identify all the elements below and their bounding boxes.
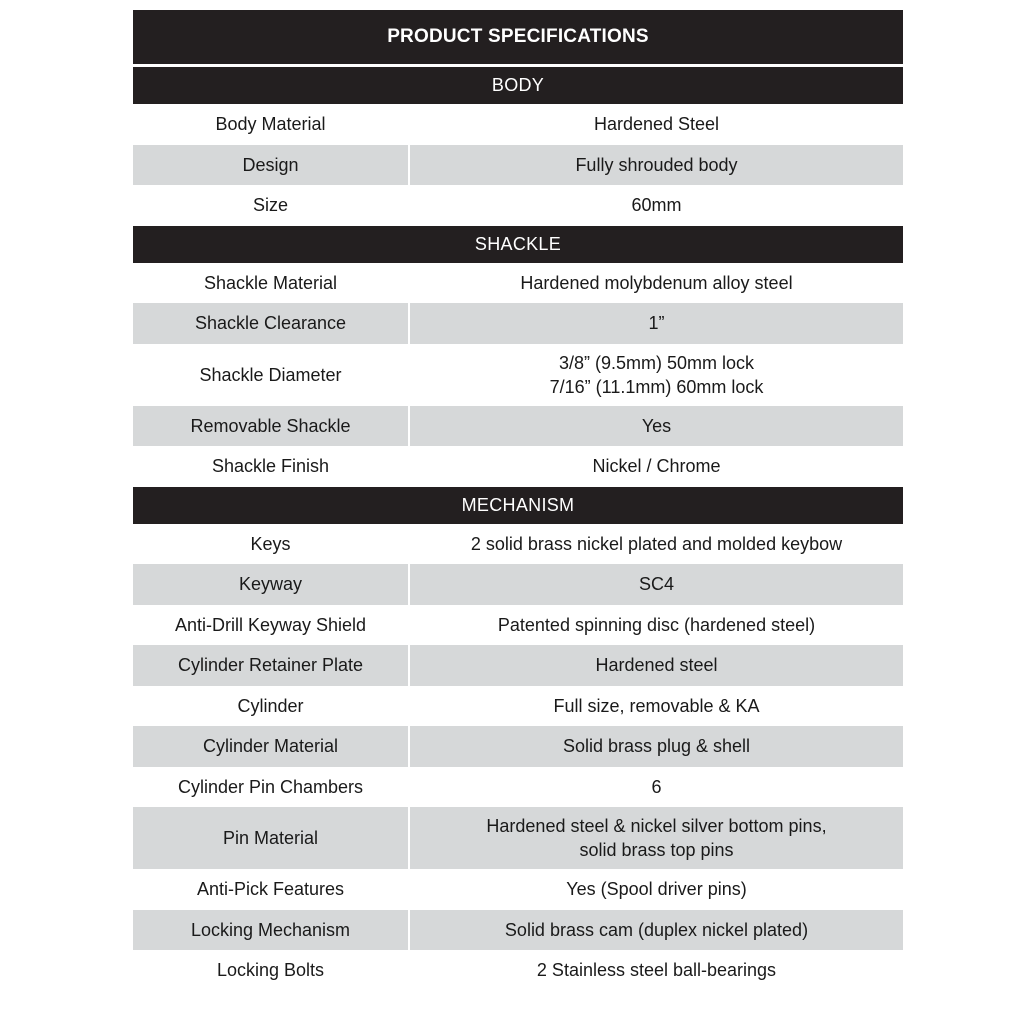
spec-value: Yes [410, 406, 903, 447]
spec-label: Shackle Material [203, 272, 338, 293]
spec-label: Cylinder Pin Chambers [177, 776, 364, 797]
table-row [133, 869, 903, 910]
spec-label: Shackle Finish [211, 456, 330, 477]
table-row [133, 344, 903, 406]
table-row [133, 605, 903, 646]
table-row [133, 767, 903, 808]
spec-value: Patented spinning disc (hardened steel) [497, 614, 816, 635]
spec-value-line: solid brass top pins [579, 840, 734, 860]
spec-value: 60mm [631, 195, 682, 216]
spec-label: Body Material [215, 114, 326, 135]
section-header-body: BODY [133, 67, 903, 104]
spec-value: 2 solid brass nickel plated and molded keybow [470, 533, 843, 554]
table-row [133, 303, 903, 344]
spec-label: Cylinder Material [133, 726, 408, 767]
table-row [133, 950, 903, 991]
spec-label: Shackle Clearance [133, 303, 408, 344]
spec-label: Cylinder Retainer Plate [133, 645, 408, 686]
table-row [133, 564, 903, 605]
spec-label: Anti-Drill Keyway Shield [174, 614, 367, 635]
section-header-shackle: SHACKLE [133, 226, 903, 263]
spec-value-line: 3/8” (9.5mm) 50mm lock [558, 352, 755, 373]
spec-label: Removable Shackle [133, 406, 408, 447]
spec-label: Size [252, 195, 288, 216]
table-row [133, 145, 903, 186]
table-row [133, 807, 903, 869]
spec-value: Hardened molybdenum alloy steel [520, 272, 793, 293]
spec-value: 2 Stainless steel ball-bearings [536, 960, 777, 981]
spec-label: Keyway [133, 564, 408, 605]
spec-table [133, 10, 903, 991]
spec-value: Hardened steel [410, 645, 903, 686]
spec-label: Locking Mechanism [133, 910, 408, 951]
spec-label: Design [133, 145, 408, 186]
table-row [133, 446, 903, 487]
table-row [133, 645, 903, 686]
spec-value: Yes (Spool driver pins) [566, 879, 747, 900]
spec-value: Solid brass cam (duplex nickel plated) [410, 910, 903, 951]
table-row [133, 263, 903, 304]
table-row [133, 185, 903, 226]
spec-value-multiline [410, 807, 903, 869]
table-row [133, 406, 903, 447]
spec-value: SC4 [410, 564, 903, 605]
table-row [133, 686, 903, 727]
spec-value-multiline [410, 344, 903, 406]
spec-value: Hardened Steel [593, 114, 720, 135]
table-row [133, 524, 903, 565]
table-row [133, 910, 903, 951]
spec-label: Cylinder [237, 695, 304, 716]
spec-value: Full size, removable & KA [553, 695, 760, 716]
table-row [133, 726, 903, 767]
spec-value-line: Hardened steel & nickel silver bottom pins, [486, 816, 827, 836]
spec-value: 6 [651, 776, 662, 797]
spec-label: Keys [250, 533, 291, 554]
spec-label: Pin Material [133, 807, 408, 869]
spec-label: Anti-Pick Features [196, 879, 345, 900]
spec-value: Solid brass plug & shell [410, 726, 903, 767]
spec-label: Locking Bolts [216, 960, 325, 981]
page-title: PRODUCT SPECIFICATIONS [133, 10, 903, 64]
spec-label: Shackle Diameter [199, 364, 342, 385]
spec-value: Nickel / Chrome [592, 456, 721, 477]
spec-value: 1” [410, 303, 903, 344]
spec-value: Fully shrouded body [410, 145, 903, 186]
section-header-mechanism: MECHANISM [133, 487, 903, 524]
table-row [133, 104, 903, 145]
spec-value-line: 7/16” (11.1mm) 60mm lock [549, 376, 764, 397]
